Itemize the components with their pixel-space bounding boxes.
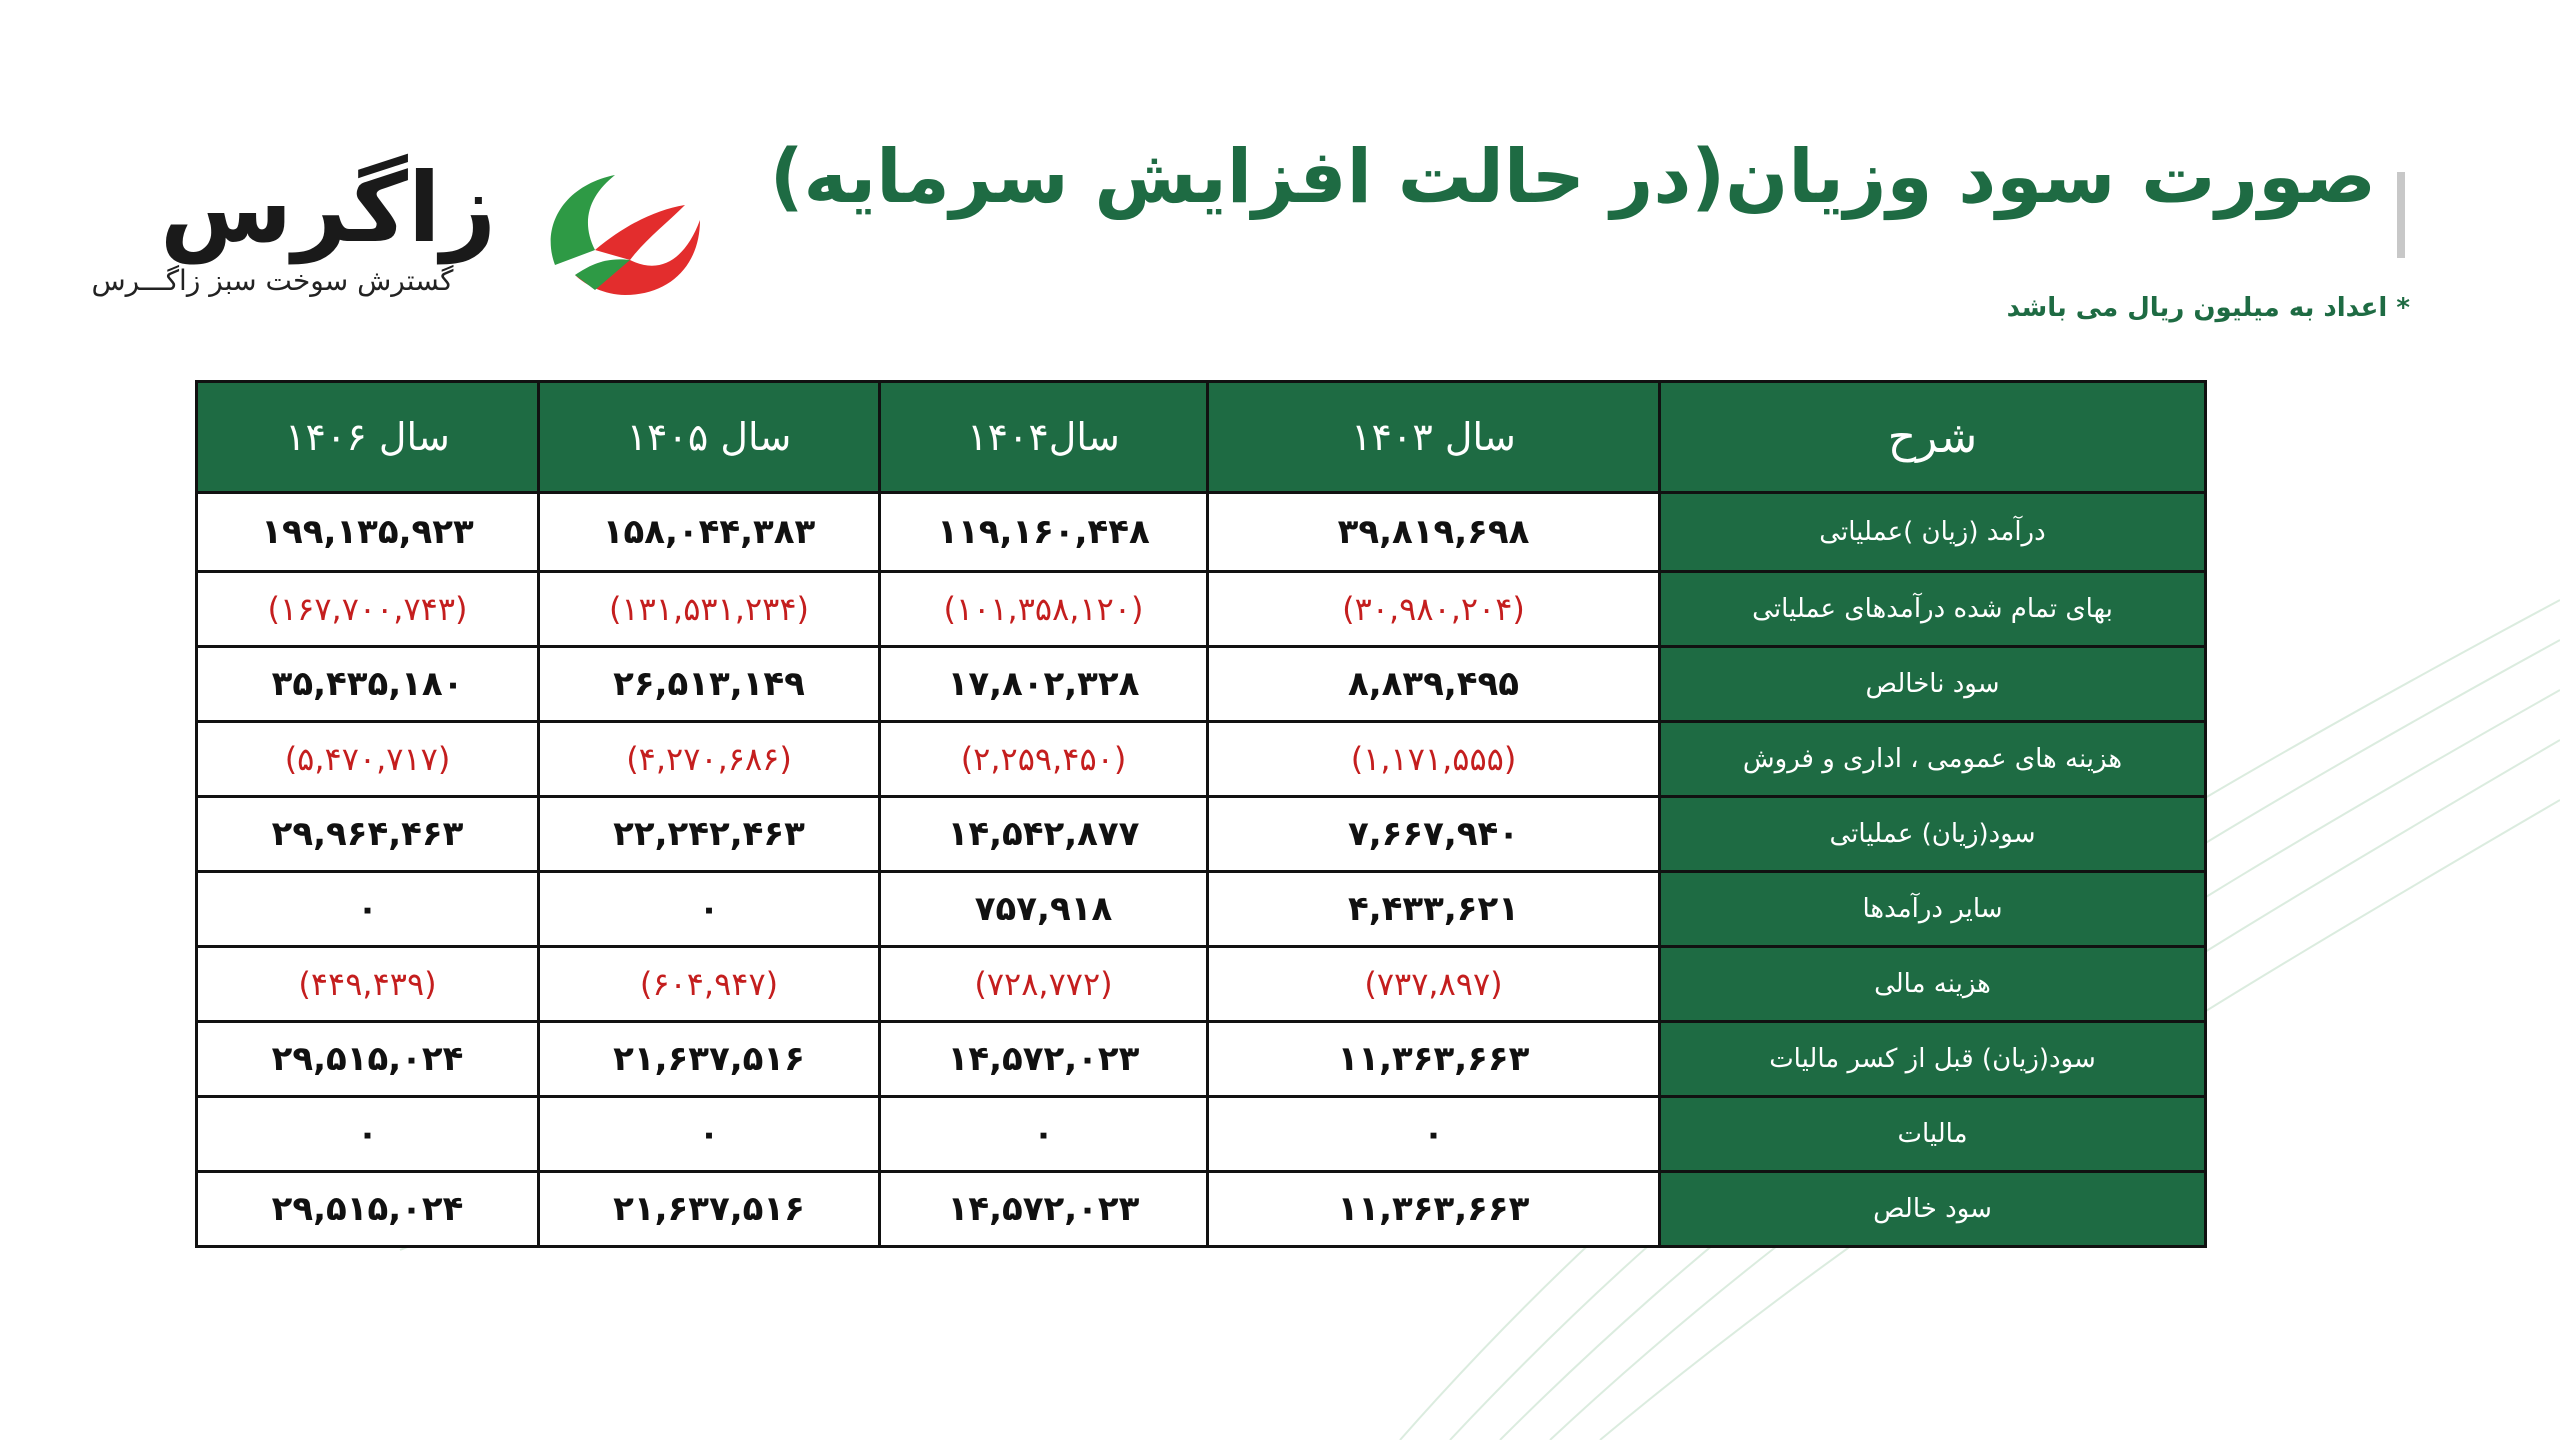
table-row bbox=[197, 493, 2206, 572]
cell-1405: (۶۰۴,۹۴۷) bbox=[539, 947, 880, 1022]
cell-1405: (۴,۲۷۰,۶۸۶) bbox=[539, 722, 880, 797]
cell-1403: ۰ bbox=[1208, 1097, 1660, 1172]
cell-1405: ۲۱,۶۳۷,۵۱۶ bbox=[539, 1172, 880, 1247]
row-label: درآمد (زیان )عملیاتی bbox=[1660, 493, 2206, 572]
table-row bbox=[197, 1172, 2206, 1247]
table-header-row bbox=[197, 382, 2206, 493]
header-year-1404: سال۱۴۰۴ bbox=[880, 382, 1208, 493]
cell-1406: (۱۶۷,۷۰۰,۷۴۳) bbox=[197, 572, 539, 647]
logo-tagline: گسترش سوخت سبز زاگـــرس bbox=[91, 264, 454, 297]
cell-1403: (۳۰,۹۸۰,۲۰۴) bbox=[1208, 572, 1660, 647]
table-row bbox=[197, 647, 2206, 722]
cell-1403: ۴,۴۳۳,۶۲۱ bbox=[1208, 872, 1660, 947]
table-row bbox=[197, 872, 2206, 947]
row-label: سود(زیان) قبل از کسر مالیات bbox=[1660, 1022, 2206, 1097]
cell-1403: ۳۹,۸۱۹,۶۹۸ bbox=[1208, 493, 1660, 572]
cell-1405: ۲۲,۲۴۲,۴۶۳ bbox=[539, 797, 880, 872]
cell-1405: ۲۱,۶۳۷,۵۱۶ bbox=[539, 1022, 880, 1097]
cell-1404: (۲,۲۵۹,۴۵۰) bbox=[880, 722, 1208, 797]
header-year-1406: سال ۱۴۰۶ bbox=[197, 382, 539, 493]
row-label: بهای تمام شده درآمدهای عملیاتی bbox=[1660, 572, 2206, 647]
cell-1405: ۲۶,۵۱۳,۱۴۹ bbox=[539, 647, 880, 722]
cell-1404: ۱۴,۵۴۲,۸۷۷ bbox=[880, 797, 1208, 872]
row-label: سایر درآمدها bbox=[1660, 872, 2206, 947]
header-year-1405: سال ۱۴۰۵ bbox=[539, 382, 880, 493]
table-row bbox=[197, 797, 2206, 872]
cell-1406: ۲۹,۹۶۴,۴۶۳ bbox=[197, 797, 539, 872]
zagros-logo-icon bbox=[535, 165, 705, 300]
cell-1403: ۸,۸۳۹,۴۹۵ bbox=[1208, 647, 1660, 722]
cell-1404: (۱۰۱,۳۵۸,۱۲۰) bbox=[880, 572, 1208, 647]
cell-1406: (۵,۴۷۰,۷۱۷) bbox=[197, 722, 539, 797]
cell-1406: ۲۹,۵۱۵,۰۲۴ bbox=[197, 1022, 539, 1097]
header-year-1403: سال ۱۴۰۳ bbox=[1208, 382, 1660, 493]
units-note: * اعداد به میلیون ریال می باشد bbox=[2006, 293, 2410, 323]
row-label: هزینه مالی bbox=[1660, 947, 2206, 1022]
cell-1406: ۰ bbox=[197, 1097, 539, 1172]
cell-1404: ۷۵۷,۹۱۸ bbox=[880, 872, 1208, 947]
cell-1406: ۰ bbox=[197, 872, 539, 947]
table-row bbox=[197, 947, 2206, 1022]
cell-1403: ۷,۶۶۷,۹۴۰ bbox=[1208, 797, 1660, 872]
cell-1406: ۱۹۹,۱۳۵,۹۲۳ bbox=[197, 493, 539, 572]
cell-1406: ۲۹,۵۱۵,۰۲۴ bbox=[197, 1172, 539, 1247]
cell-1406: (۴۴۹,۴۳۹) bbox=[197, 947, 539, 1022]
cell-1404: ۱۱۹,۱۶۰,۴۴۸ bbox=[880, 493, 1208, 572]
header-description: شرح bbox=[1660, 382, 2206, 493]
logo-wordmark: زاگرس bbox=[159, 152, 497, 264]
cell-1404: (۷۲۸,۷۷۲) bbox=[880, 947, 1208, 1022]
cell-1403: (۷۳۷,۸۹۷) bbox=[1208, 947, 1660, 1022]
table-row bbox=[197, 1022, 2206, 1097]
cell-1405: (۱۳۱,۵۳۱,۲۳۴) bbox=[539, 572, 880, 647]
title-accent-bar bbox=[2397, 172, 2405, 258]
row-label: سود ناخالص bbox=[1660, 647, 2206, 722]
cell-1405: ۰ bbox=[539, 1097, 880, 1172]
cell-1405: ۱۵۸,۰۴۴,۳۸۳ bbox=[539, 493, 880, 572]
cell-1405: ۰ bbox=[539, 872, 880, 947]
table-row bbox=[197, 572, 2206, 647]
row-label: سود(زیان) عملیاتی bbox=[1660, 797, 2206, 872]
cell-1403: (۱,۱۷۱,۵۵۵) bbox=[1208, 722, 1660, 797]
table-row bbox=[197, 1097, 2206, 1172]
page-title: صورت سود وزیان(در حالت افزایش سرمایه) bbox=[769, 134, 2376, 220]
cell-1404: ۱۴,۵۷۲,۰۲۳ bbox=[880, 1172, 1208, 1247]
cell-1403: ۱۱,۳۶۳,۶۶۳ bbox=[1208, 1172, 1660, 1247]
row-label: سود خالص bbox=[1660, 1172, 2206, 1247]
row-label: هزینه های عمومی ، اداری و فروش bbox=[1660, 722, 2206, 797]
cell-1406: ۳۵,۴۳۵,۱۸۰ bbox=[197, 647, 539, 722]
table-row bbox=[197, 722, 2206, 797]
cell-1404: ۰ bbox=[880, 1097, 1208, 1172]
row-label: مالیات bbox=[1660, 1097, 2206, 1172]
income-statement-table bbox=[195, 380, 2207, 1248]
cell-1404: ۱۷,۸۰۲,۳۲۸ bbox=[880, 647, 1208, 722]
cell-1403: ۱۱,۳۶۳,۶۶۳ bbox=[1208, 1022, 1660, 1097]
cell-1404: ۱۴,۵۷۲,۰۲۳ bbox=[880, 1022, 1208, 1097]
